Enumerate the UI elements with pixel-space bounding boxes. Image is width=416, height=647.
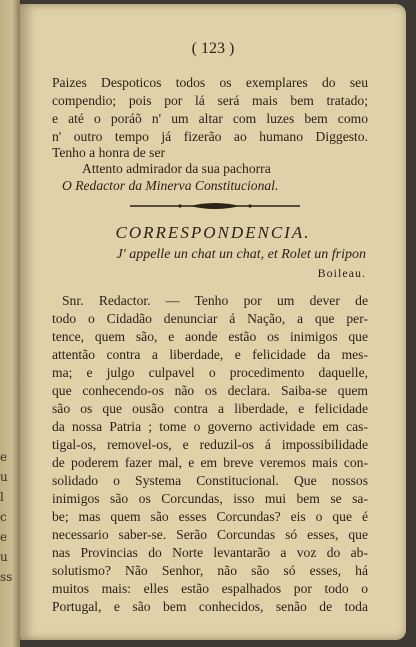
text-line: n' outro tempo já fizerão ao humano Diggesto. xyxy=(52,129,368,144)
epigraph: J' appelle un chat un chat, et Rolet un fripon xyxy=(116,247,366,262)
text-line: todo o Cidadão denunciar á Nação, a que per- xyxy=(52,311,368,326)
text-line: solidado o Systema Constitucional. Que nossos xyxy=(52,473,368,488)
text-line: que conhecendo-os não os declara. Saiba-se quem xyxy=(52,383,368,398)
margin-fragment: u xyxy=(0,470,8,484)
text-line: compendio; pois por lá será mais bem tratado; xyxy=(52,93,368,108)
page-number: ( 123 ) xyxy=(191,40,235,57)
decorative-rule xyxy=(130,202,300,210)
text-line: e até o poráõ n' um altar com luzes bem como xyxy=(52,111,368,126)
text-line: solutismo? Não Senhor, não são só esses, há xyxy=(52,563,368,578)
text-line: ma; e julgo culpavel o procedimento daquelle, xyxy=(52,365,368,380)
text-line: tence, quem são, e aonde estão os inimigos que xyxy=(52,329,368,344)
text-line: inimigos são os Corcundas, isso mui bem se sa- xyxy=(52,491,368,506)
book-page xyxy=(20,4,406,640)
margin-fragment: l xyxy=(0,490,4,504)
text-line: be; mas quem são esses Corcundas? eis o que é xyxy=(52,509,368,524)
margin-fragment: e xyxy=(0,530,8,544)
text-line: tigal-os, removel-os, e reduzil-os á impossibilidade xyxy=(52,437,368,452)
signature-line: O Redactor da Minerva Constitucional. xyxy=(62,178,279,193)
margin-fragment: u xyxy=(0,550,8,564)
text-line: Paizes Despoticos todos os exemplares do seu xyxy=(52,75,368,90)
closing-line: Tenho a honra de ser xyxy=(52,145,166,160)
text-line: de poderem fazer mal, e em breve veremos mais con- xyxy=(52,455,368,470)
text-line: da nossa Patria ; tome o governo actividade em cas- xyxy=(52,419,368,434)
text-line: Snr. Redactor. — Tenho por um dever de xyxy=(62,293,368,308)
epigraph-author: Boileau. xyxy=(317,266,366,280)
margin-fragment: c xyxy=(0,510,7,524)
text-line: necessario saber-se. Serão Corcundas só esses, que xyxy=(52,527,368,542)
text-line: attentão contra a liberdade, e felicidade da mes- xyxy=(52,347,368,362)
previous-page-edge xyxy=(0,0,20,647)
text-line: nas Provincias do Norte levantarão a voz do ab- xyxy=(52,545,368,560)
text-line: são os que ousão contra a liberdade, e felicidade xyxy=(52,401,368,416)
margin-fragment: ss xyxy=(0,570,13,584)
section-heading: CORRESPONDENCIA. xyxy=(115,223,311,242)
signature-line: Attento admirador da sua pachorra xyxy=(82,161,271,176)
margin-fragment: e xyxy=(0,450,8,464)
text-line: Portugal, e são bem conhecidos, senão de toda xyxy=(52,599,368,614)
text-line: muitos mais: elles estão espalhados por todo o xyxy=(52,581,368,596)
